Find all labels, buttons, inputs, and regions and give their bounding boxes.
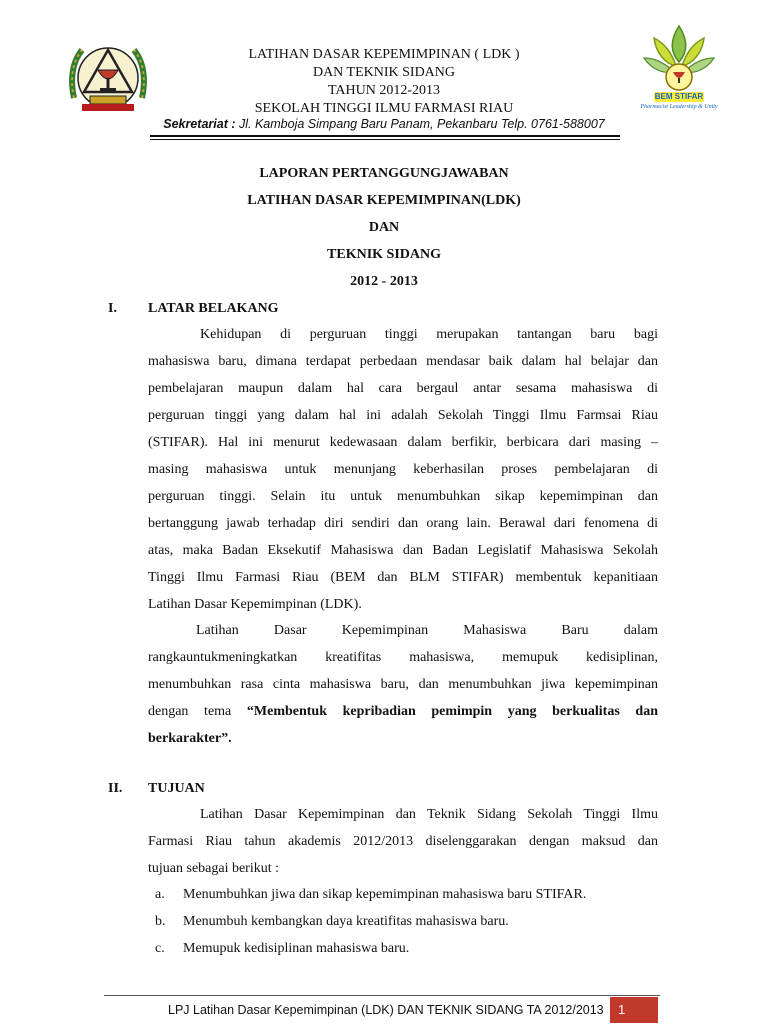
- section-1-p2-line: [148, 702, 658, 722]
- header-rule-thin: [150, 139, 620, 140]
- section-1-p1-line: Tinggi Ilmu Farmasi Riau (BEM dan BLM STIFAR) membentuk kepanitiaan: [148, 570, 658, 585]
- footer-rule: [104, 995, 660, 996]
- section-1-p2-line: menumbuhkan rasa cinta mahasiswa baru, dan menumbuhkan jiwa kepemimpinan: [148, 677, 658, 692]
- section-1-p1-line: (STIFAR). Hal ini menurut kedewasaan dalam berfikir, berbicara dari masing –: [148, 435, 658, 450]
- list-item-marker: b.: [155, 914, 166, 929]
- secretariat-text: Jl. Kamboja Simpang Baru Panam, Pekanbaru Telp. 0761-588007: [235, 117, 605, 131]
- secretariat-address: [0, 117, 768, 131]
- section-1-p1-line: Kehidupan di perguruan tinggi merupakan tantangan baru bagi: [200, 327, 658, 342]
- footer-text: LPJ Latihan Dasar Kepemimpinan (LDK) DAN TEKNIK SIDANG TA 2012/2013: [168, 1003, 604, 1017]
- header-line-4: SEKOLAH TINGGI ILMU FARMASI RIAU: [254, 101, 514, 116]
- section-1-p1-line: bertanggung jawab terhadap diri sendiri dan orang lain. Berawal dari fenomena di: [148, 516, 658, 531]
- section-2-p1-line: Latihan Dasar Kepemimpinan dan Teknik Sidang Sekolah Tinggi Ilmu: [200, 807, 658, 822]
- bem-stifar-tagline: Pharmacist Leadership & Unity: [640, 104, 718, 110]
- theme-text-end: berkarakter”.: [148, 731, 232, 746]
- report-title-line-1: LAPORAN PERTANGGUNGJAWABAN: [259, 166, 509, 181]
- section-1-p1-line: atas, maka Badan Eksekutif Mahasiswa dan Badan Legislatif Mahasiswa Sekolah: [148, 543, 658, 558]
- section-1-p1-line: perguruan tinggi yang dalam hal ini adalah Sekolah Tinggi Ilmu Farmsai Riau: [148, 408, 658, 423]
- section-2-heading: TUJUAN: [148, 781, 205, 796]
- theme-prefix: dengan tema: [148, 704, 247, 719]
- section-2-p1-line: Farmasi Riau tahun akademis 2012/2013 diselenggarakan dengan maksud dan: [148, 834, 658, 849]
- header-line-1: LATIHAN DASAR KEPEMIMPINAN ( LDK ): [248, 47, 520, 62]
- theme-text: “Membentuk kepribadian pemimpin yang berkualitas dan: [246, 704, 658, 719]
- section-1-number: I.: [108, 301, 117, 316]
- section-1-p2-line: [148, 729, 658, 749]
- section-1-p1-line: perguruan tinggi. Selain itu untuk menumbuhkan sikap kepemimpinan dan: [148, 489, 658, 504]
- report-title-line-5: 2012 - 2013: [350, 274, 418, 289]
- secretariat-label: Sekretariat :: [163, 117, 236, 131]
- section-1-heading: LATAR BELAKANG: [148, 301, 279, 316]
- list-item-marker: c.: [155, 941, 165, 956]
- header-line-3: TAHUN 2012-2013: [327, 83, 441, 98]
- list-item: Memupuk kedisiplinan mahasiswa baru.: [183, 941, 410, 956]
- report-title-line-3: DAN: [368, 220, 400, 235]
- report-title-line-4: TEKNIK SIDANG: [327, 247, 441, 262]
- section-1-p1-line: Latihan Dasar Kepemimpinan (LDK).: [148, 597, 362, 612]
- list-item: Menumbuhkan jiwa dan sikap kepemimpinan mahasiswa baru STIFAR.: [183, 887, 587, 902]
- header-rule-thick: [150, 135, 620, 137]
- section-2-number: II.: [108, 781, 123, 796]
- section-1-p2-line: Latihan Dasar Kepemimpinan Mahasiswa Baru dalam: [196, 623, 658, 638]
- report-title-line-2: LATIHAN DASAR KEPEMIMPINAN(LDK): [247, 193, 521, 208]
- section-1-p2-line: rangkauntukmeningkatkan kreatifitas mahasiswa, memupuk kedisiplinan,: [148, 650, 658, 665]
- header-line-2: DAN TEKNIK SIDANG: [312, 65, 456, 80]
- section-1-p1-line: mahasiswa baru, dimana terdapat perbedaan mendasar baik dalam hal belajar dan: [148, 354, 658, 369]
- list-item-marker: a.: [155, 887, 165, 902]
- list-item: Menumbuh kembangkan daya kreatifitas mahasiswa baru.: [183, 914, 509, 929]
- section-1-p1-line: masing mahasiswa untuk menunjang keberhasilan proses pembelajaran di: [148, 462, 658, 477]
- section-2-p1-line: tujuan sebagai berikut :: [148, 861, 280, 876]
- section-1-p1-line: pembelajaran maupun dalam hal cara bergaul antar sesama mahasiswa di: [148, 381, 658, 396]
- bem-stifar-label: BEM STIFAR: [654, 92, 704, 101]
- page-number: 1: [610, 997, 658, 1023]
